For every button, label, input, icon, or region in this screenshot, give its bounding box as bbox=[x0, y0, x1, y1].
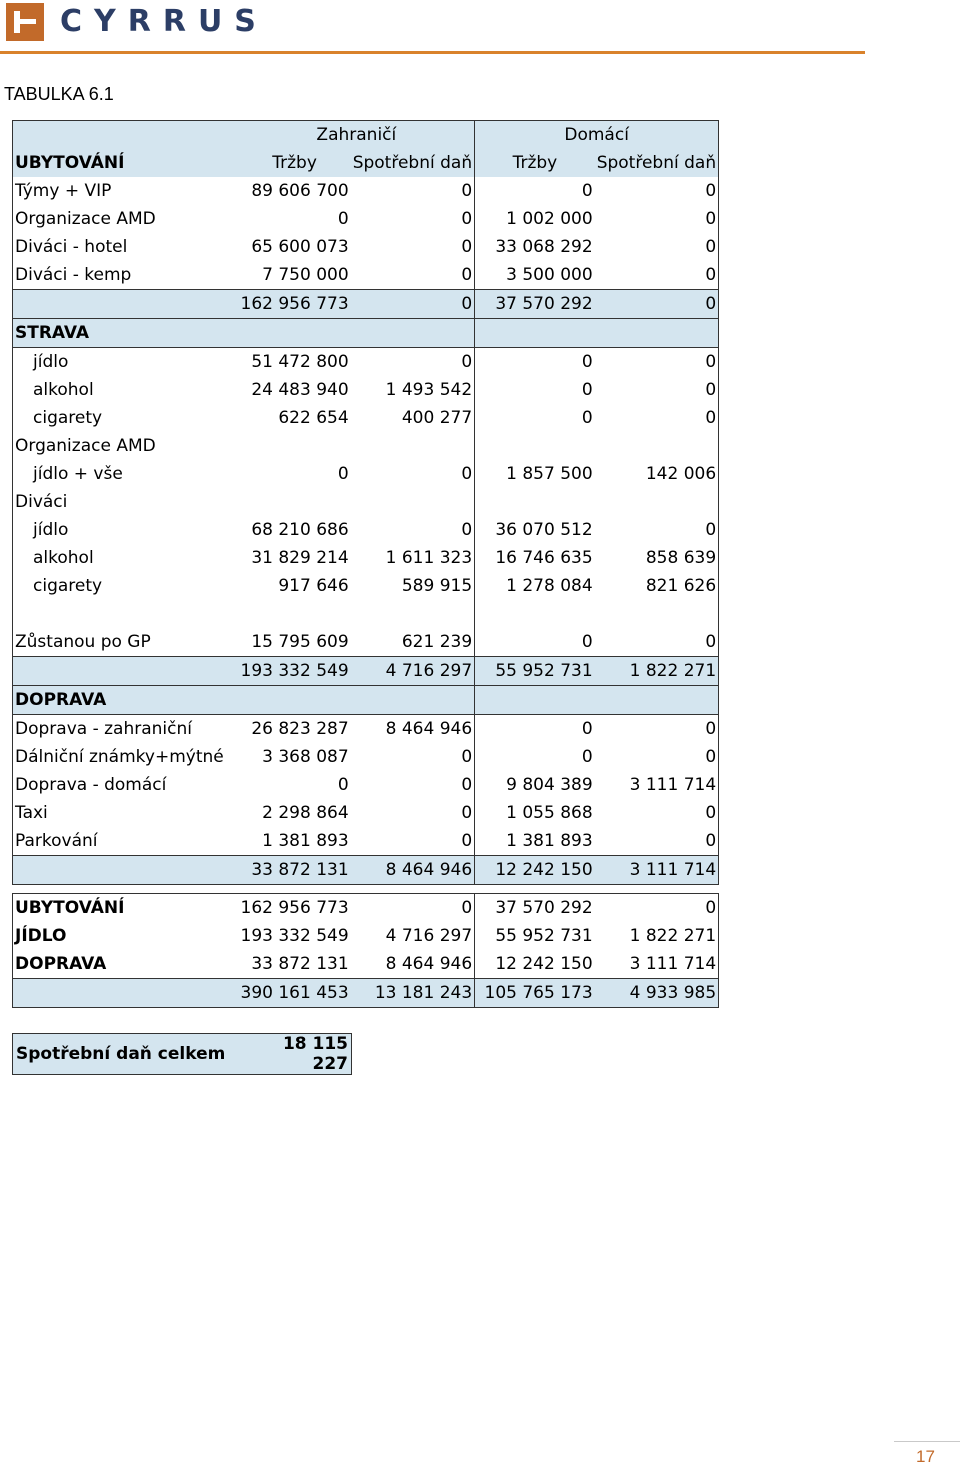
header-divider bbox=[0, 51, 865, 54]
grand-total-row: 390 161 453 13 181 243 105 765 173 4 933 985 bbox=[13, 979, 719, 1008]
table-row: Diváci - kemp 7 750 000 0 3 500 000 0 bbox=[13, 261, 719, 290]
table-row: alkohol 24 483 940 1 493 542 0 0 bbox=[13, 376, 719, 404]
excise-total-box bbox=[12, 1033, 352, 1075]
table-row: Parkování 1 381 893 0 1 381 893 0 bbox=[13, 827, 719, 856]
subtotal-row: 162 956 773 0 37 570 292 0 bbox=[13, 290, 719, 319]
col-trzby: Tržby bbox=[239, 149, 351, 177]
cyrrus-logo-icon bbox=[6, 3, 44, 41]
group-header-row bbox=[13, 121, 719, 150]
summary-row: JÍDLO 193 332 549 4 716 297 55 952 731 1 822 271 bbox=[13, 922, 719, 950]
table-row: cigarety 622 654 400 277 0 0 bbox=[13, 404, 719, 432]
subtotal-row: 193 332 549 4 716 297 55 952 731 1 822 271 bbox=[13, 657, 719, 686]
table-row: jídlo 68 210 686 0 36 070 512 0 bbox=[13, 516, 719, 544]
excise-total-value: 18 115 227 bbox=[249, 1034, 352, 1075]
col-dan: Spotřební daň bbox=[351, 149, 475, 177]
excise-total-label: Spotřební daň celkem bbox=[13, 1034, 250, 1075]
section-ubytovani: UBYTOVÁNÍ bbox=[13, 149, 239, 177]
page-header bbox=[0, 0, 960, 56]
table-row: alkohol 31 829 214 1 611 323 16 746 635 858 639 bbox=[13, 544, 719, 572]
empty-row bbox=[13, 600, 719, 628]
footer-divider bbox=[894, 1441, 960, 1442]
subtotal-row: 33 872 131 8 464 946 12 242 150 3 111 714 bbox=[13, 856, 719, 885]
table-row: cigarety 917 646 589 915 1 278 084 821 626 bbox=[13, 572, 719, 600]
table-row: Týmy + VIP 89 606 700 0 0 0 bbox=[13, 177, 719, 205]
table-row: Diváci - hotel 65 600 073 0 33 068 292 0 bbox=[13, 233, 719, 261]
table-row: Doprava - zahraniční 26 823 287 8 464 946 0 0 bbox=[13, 715, 719, 744]
col-dan: Spotřební daň bbox=[595, 149, 719, 177]
table-row: Dálniční známky+mýtné 3 368 087 0 0 0 bbox=[13, 743, 719, 771]
group-zahranici: Zahraničí bbox=[239, 121, 475, 150]
table-row: Taxi 2 298 864 0 1 055 868 0 bbox=[13, 799, 719, 827]
spacer-row bbox=[13, 885, 719, 894]
column-header-row bbox=[13, 149, 719, 177]
table-row: Organizace AMD 0 0 1 002 000 0 bbox=[13, 205, 719, 233]
table-row: jídlo 51 472 800 0 0 0 bbox=[13, 348, 719, 377]
data-table bbox=[12, 120, 719, 1008]
table-row: Organizace AMD bbox=[13, 432, 719, 460]
page-number: 17 bbox=[916, 1447, 935, 1466]
section-strava: STRAVA bbox=[13, 319, 239, 348]
section-header-row bbox=[13, 686, 719, 715]
summary-row: UBYTOVÁNÍ 162 956 773 0 37 570 292 0 bbox=[13, 894, 719, 923]
section-header-row bbox=[13, 319, 719, 348]
table-row: Zůstanou po GP 15 795 609 621 239 0 0 bbox=[13, 628, 719, 657]
table-title: TABULKA 6.1 bbox=[4, 84, 114, 104]
group-domaci: Domácí bbox=[475, 121, 719, 150]
table-row: jídlo + vše 0 0 1 857 500 142 006 bbox=[13, 460, 719, 488]
table-row: Diváci bbox=[13, 488, 719, 516]
summary-row: DOPRAVA 33 872 131 8 464 946 12 242 150 3 111 714 bbox=[13, 950, 719, 979]
table-row: Doprava - domácí 0 0 9 804 389 3 111 714 bbox=[13, 771, 719, 799]
logo-text: CYRRUS bbox=[60, 4, 268, 39]
section-doprava: DOPRAVA bbox=[13, 686, 239, 715]
col-trzby: Tržby bbox=[475, 149, 595, 177]
